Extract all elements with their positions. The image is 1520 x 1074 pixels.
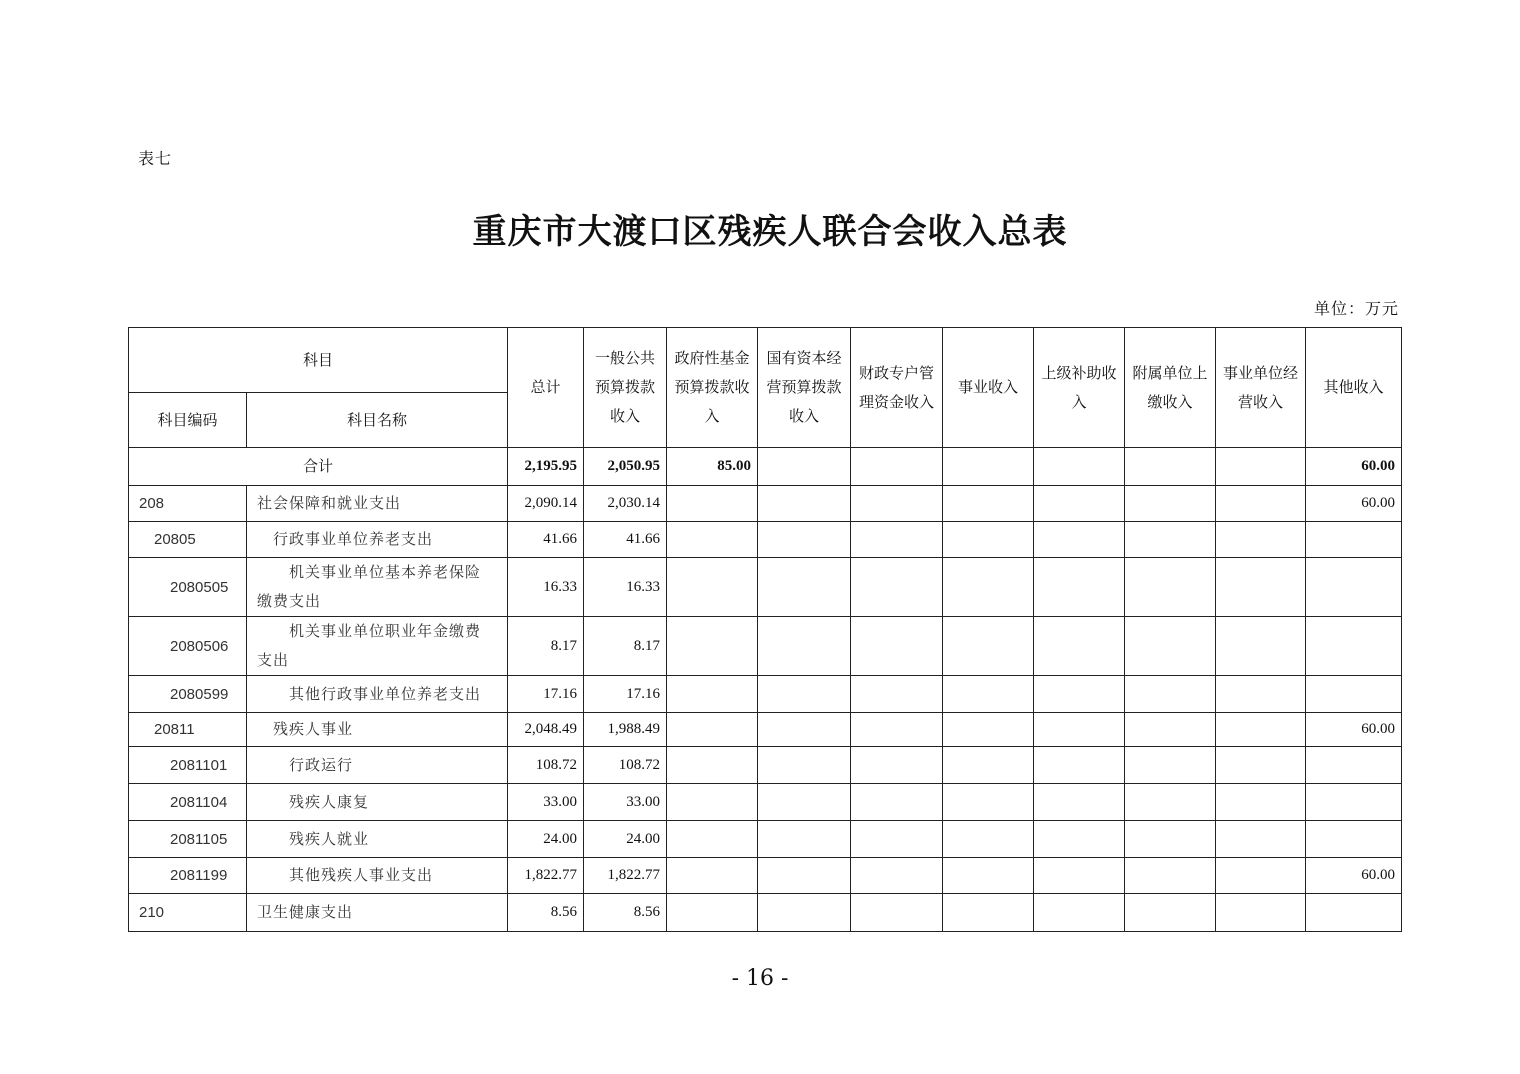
page-number: - 16 - xyxy=(731,966,789,991)
header-other-income: 其他收入 xyxy=(1306,328,1402,448)
subject-name: 残疾人康复 xyxy=(247,784,508,821)
subject-code: 2081101 xyxy=(129,747,247,784)
subject-name-line-1: 机关事业单位基本养老保险 xyxy=(289,563,482,581)
table-row xyxy=(129,713,1499,747)
table-row xyxy=(129,821,1499,858)
header-superior-subsidy: 上级补助收入 xyxy=(1034,328,1125,448)
cell-general-budget: 2,030.14 xyxy=(584,486,667,522)
header-business-unit-ops: 事业单位经营收入 xyxy=(1216,328,1306,448)
subject-name-line-1: 机关事业单位职业年金缴费 xyxy=(289,622,482,640)
cell-other-income xyxy=(1306,558,1402,617)
cell-general-budget: 8.56 xyxy=(584,894,667,932)
cell-other-income xyxy=(1306,784,1402,821)
subject-name: 社会保障和就业支出 xyxy=(247,486,508,522)
cell-other-income xyxy=(1306,894,1402,932)
cell-general-budget: 33.00 xyxy=(584,784,667,821)
cell-general-budget: 108.72 xyxy=(584,747,667,784)
subject-name: 其他残疾人事业支出 xyxy=(247,858,508,894)
cell-general-budget: 8.17 xyxy=(584,617,667,676)
cell-other-income: 60.00 xyxy=(1306,858,1402,894)
cell-total: 2,195.95 xyxy=(508,448,584,486)
cell-other-income xyxy=(1306,821,1402,858)
cell-other-income: 60.00 xyxy=(1306,486,1402,522)
cell-fiscal-special xyxy=(851,448,943,486)
cell-general-budget: 17.16 xyxy=(584,676,667,713)
total-row xyxy=(129,448,1499,486)
subject-code: 2080505 xyxy=(129,558,247,617)
cell-general-budget: 1,822.77 xyxy=(584,858,667,894)
table-row xyxy=(129,486,1499,522)
cell-general-budget: 24.00 xyxy=(584,821,667,858)
cell-total: 24.00 xyxy=(508,821,584,858)
cell-total: 17.16 xyxy=(508,676,584,713)
table-row xyxy=(129,858,1499,894)
cell-total: 108.72 xyxy=(508,747,584,784)
income-summary-table xyxy=(128,327,1499,932)
cell-total: 1,822.77 xyxy=(508,858,584,894)
cell-general-budget: 16.33 xyxy=(584,558,667,617)
cell-business-unit-ops xyxy=(1216,448,1306,486)
header-fiscal-special: 财政专户管理资金收入 xyxy=(851,328,943,448)
header-subject: 科目 xyxy=(129,328,508,393)
subject-code: 2080599 xyxy=(129,676,247,713)
subject-name: 行政事业单位养老支出 xyxy=(247,522,508,558)
subject-name: 残疾人事业 xyxy=(247,713,508,747)
cell-general-budget: 2,050.95 xyxy=(584,448,667,486)
header-name: 科目名称 xyxy=(247,393,508,448)
subject-name-line-2: 缴费支出 xyxy=(257,592,322,610)
cell-other-income: 60.00 xyxy=(1306,713,1402,747)
cell-general-budget: 1,988.49 xyxy=(584,713,667,747)
header-total: 总计 xyxy=(508,328,584,448)
table-row xyxy=(129,617,1499,676)
header-gov-fund: 政府性基金预算拨款收入 xyxy=(667,328,758,448)
cell-gov-fund: 85.00 xyxy=(667,448,758,486)
subject-name: 其他行政事业单位养老支出 xyxy=(247,676,508,713)
table-label: 表七 xyxy=(138,149,173,168)
table-row xyxy=(129,784,1499,821)
cell-total: 8.56 xyxy=(508,894,584,932)
cell-total: 8.17 xyxy=(508,617,584,676)
subject-name: 行政运行 xyxy=(247,747,508,784)
table-row xyxy=(129,676,1499,713)
header-code: 科目编码 xyxy=(129,393,247,448)
cell-total: 2,090.14 xyxy=(508,486,584,522)
table-row xyxy=(129,747,1499,784)
subject-code: 210 xyxy=(129,894,247,932)
header-general-budget: 一般公共预算拨款收入 xyxy=(584,328,667,448)
subject-code: 20811 xyxy=(129,713,247,747)
subject-code: 2081104 xyxy=(129,784,247,821)
cell-affiliated-units xyxy=(1125,448,1216,486)
cell-other-income xyxy=(1306,676,1402,713)
cell-superior-subsidy xyxy=(1034,448,1125,486)
subject-code: 2081199 xyxy=(129,858,247,894)
cell-general-budget: 41.66 xyxy=(584,522,667,558)
cell-total: 33.00 xyxy=(508,784,584,821)
subject-name: 残疾人就业 xyxy=(247,821,508,858)
total-label: 合计 xyxy=(129,448,508,486)
unit-label: 单位：万元 xyxy=(1313,299,1399,318)
cell-business-income xyxy=(943,448,1034,486)
cell-other-income: 60.00 xyxy=(1306,448,1402,486)
subject-code: 20805 xyxy=(129,522,247,558)
document-title: 重庆市大渡口区残疾人联合会收入总表 xyxy=(472,212,1068,252)
subject-name-line-2: 支出 xyxy=(257,651,290,669)
subject-code: 2081105 xyxy=(129,821,247,858)
header-affiliated-units: 附属单位上缴收入 xyxy=(1125,328,1216,448)
cell-other-income xyxy=(1306,617,1402,676)
cell-total: 16.33 xyxy=(508,558,584,617)
cell-other-income xyxy=(1306,747,1402,784)
header-state-capital: 国有资本经营预算拨款收入 xyxy=(758,328,851,448)
cell-other-income xyxy=(1306,522,1402,558)
subject-name xyxy=(247,617,508,676)
subject-name: 卫生健康支出 xyxy=(247,894,508,932)
cell-state-capital xyxy=(758,448,851,486)
subject-code: 2080506 xyxy=(129,617,247,676)
table-row xyxy=(129,894,1499,932)
cell-total: 2,048.49 xyxy=(508,713,584,747)
table-row xyxy=(129,522,1499,558)
table-row xyxy=(129,558,1499,617)
subject-code: 208 xyxy=(129,486,247,522)
header-business-income: 事业收入 xyxy=(943,328,1034,448)
subject-name xyxy=(247,558,508,617)
cell-total: 41.66 xyxy=(508,522,584,558)
